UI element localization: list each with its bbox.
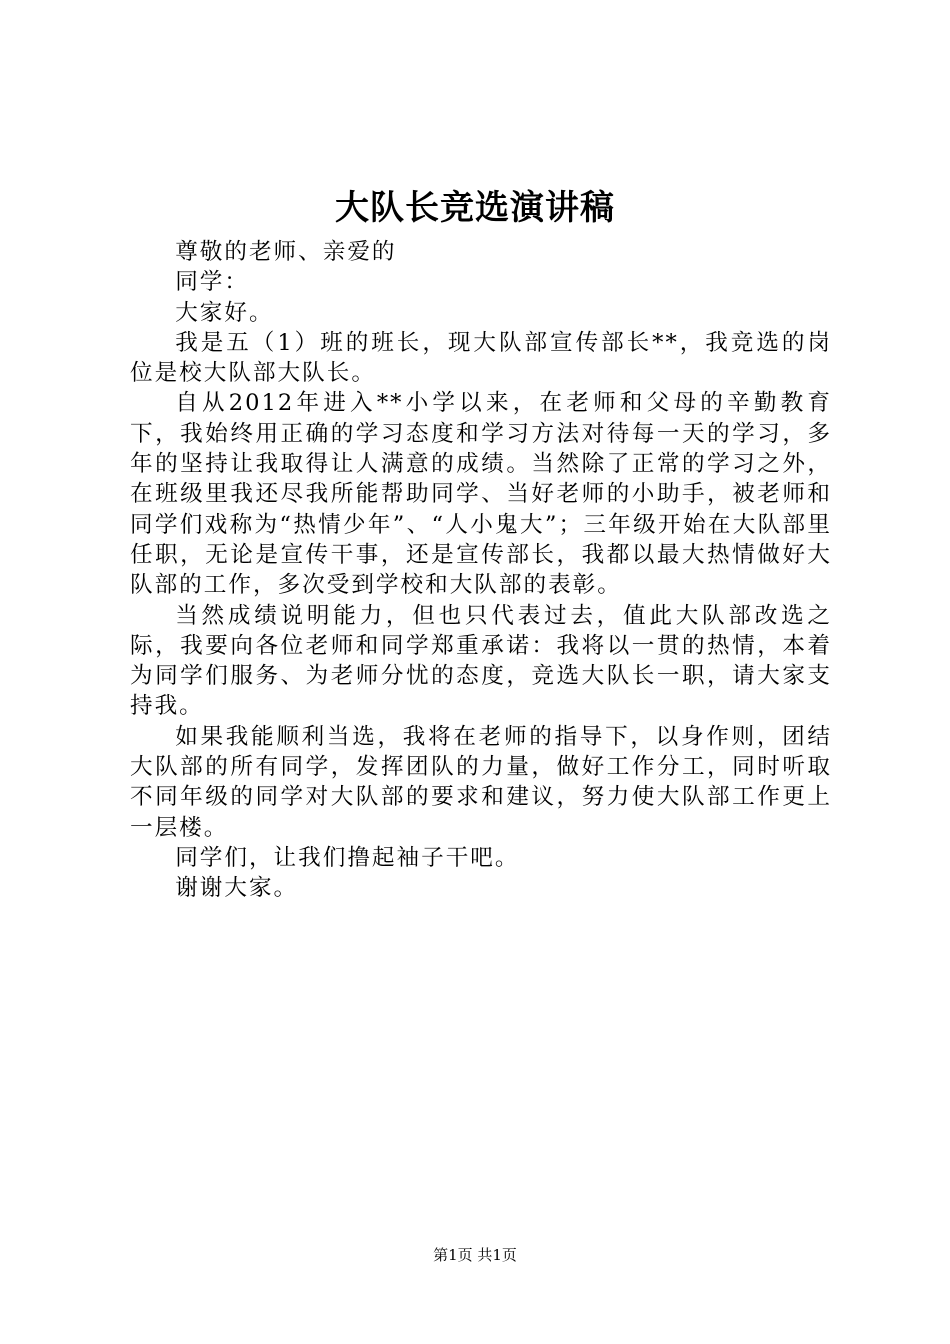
document-body <box>130 237 832 904</box>
paragraph-intro: 我是五（1）班的班长，现大队部宣传部长**，我竞选的岗位是校大队部大队长。 <box>130 329 832 387</box>
paragraph-call: 同学们，让我们撸起袖子干吧。 <box>175 844 520 871</box>
paragraph-thanks: 谢谢大家。 <box>175 875 299 902</box>
page-footer: 第1页 共1页 <box>433 1246 517 1264</box>
paragraph-experience: 自从2012年进入**小学以来，在老师和父母的辛勤教育下，我始终用正确的学习态度和学习方法对待每一天的学习，多年的坚持让我取得让人满意的成绩。当然除了正常的学习之外，在班级里我还尽我所能帮助同学、当好老师的小助手，被老师和同学们戏称为“热情少年”、“人小鬼大”；三年级开始在大队部里任职，无论是宣传干事，还是宣传部长，我都以最大热情做好大队部的工作，多次受到学校和大队部的表彰。 <box>130 390 832 599</box>
paragraph-pledge: 当然成绩说明能力，但也只代表过去，值此大队部改选之际，我要向各位老师和同学郑重承诺：我将以一贯的热情，本着为同学们服务、为老师分忧的态度，竞选大队长一职，请大家支持我。 <box>130 602 832 720</box>
document-title: 大队长竞选演讲稿 <box>335 188 615 228</box>
paragraph-salutation: 尊敬的老师、亲爱的 <box>175 239 397 265</box>
paragraph-salutation-cont: 同学： <box>175 269 249 296</box>
paragraph-greeting: 大家好。 <box>175 299 274 326</box>
paragraph-plan: 如果我能顺利当选，我将在老师的指导下，以身作则，团结大队部的所有同学，发挥团队的力量，做好工作分工，同时听取不同年级的同学对大队部的要求和建议，努力使大队部工作更上一层楼。 <box>130 723 832 841</box>
